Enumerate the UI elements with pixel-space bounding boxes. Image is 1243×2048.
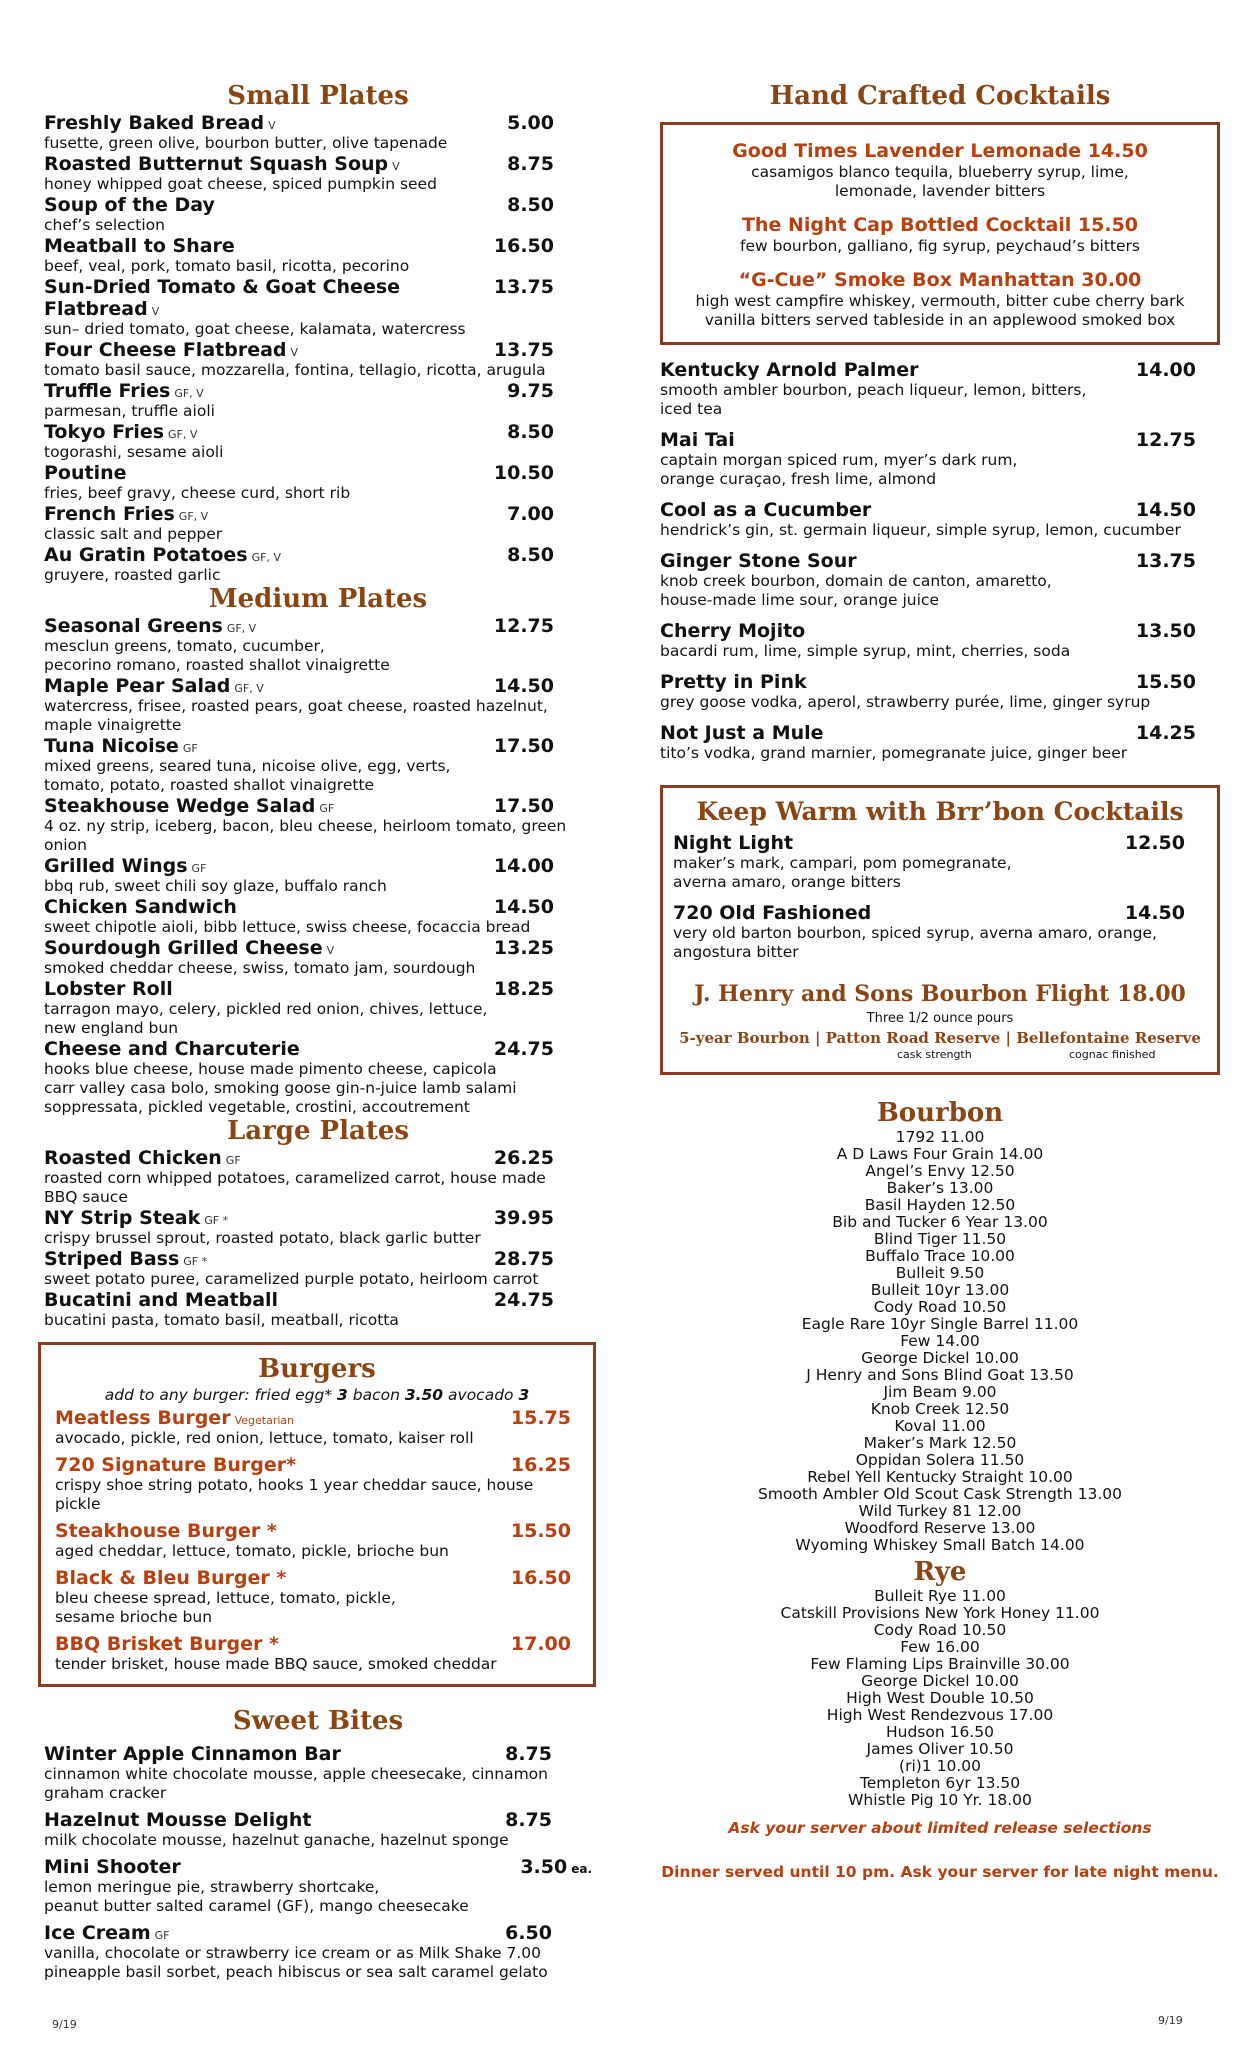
menu-item	[55, 1407, 579, 1448]
item-name: Steakhouse Burger *	[55, 1520, 277, 1542]
cocktail-item	[660, 671, 1196, 712]
item-price: 14.50	[1135, 499, 1196, 521]
dinner-note: Dinner served until 10 pm. Ask your server for late night menu.	[661, 1863, 1219, 1881]
bourbon-item: Oppidan Solera 11.50	[855, 1451, 1025, 1469]
menu-item	[44, 978, 592, 1038]
item-description: sun– dried tomato, goat cheese, kalamata, watercress	[44, 320, 466, 338]
item-description: bacardi rum, lime, simple syrup, mint, cherries, soda	[660, 642, 1071, 660]
item-price: 8.75	[505, 1743, 552, 1765]
item-price: 8.50	[507, 421, 554, 443]
item-description: milk chocolate mousse, hazelnut ganache, hazelnut sponge	[44, 1831, 509, 1849]
item-dietary-tag: V	[151, 305, 160, 318]
item-name: Chicken Sandwich	[44, 896, 237, 918]
item-name: Mai Tai	[660, 429, 735, 451]
menu-item	[44, 421, 592, 462]
item-description: fries, beef gravy, cheese curd, short rib	[44, 484, 351, 502]
item-name: Cherry Mojito	[660, 620, 806, 642]
addon-avocado-price: 3	[518, 1386, 530, 1404]
burgers-list	[55, 1407, 579, 1674]
item-dietary-tag: Vegetarian	[234, 1414, 295, 1427]
item-description: bleu cheese spread, lettuce, tomato, pickle, sesame brioche bun	[55, 1589, 396, 1626]
rye-item: (ri)1 10.00	[899, 1757, 981, 1775]
item-price: 18.25	[493, 978, 554, 1000]
footer-date-left: 9/19	[52, 2018, 77, 2031]
item-name: Grilled Wings	[44, 855, 188, 877]
rye-item: Hudson 16.50	[885, 1723, 994, 1741]
item-name: Bucatini and Meatball	[44, 1289, 279, 1311]
item-price: 12.75	[1135, 429, 1196, 451]
item-description: very old barton bourbon, spiced syrup, averna amaro, orange, angostura bitter	[673, 924, 1157, 961]
bourbon-item: Rebel Yell Kentucky Straight 10.00	[807, 1468, 1073, 1486]
item-dietary-tag: GF, V	[251, 551, 281, 564]
bourbon-list	[660, 1129, 1220, 1554]
rye-item: Bulleit Rye 11.00	[874, 1587, 1006, 1605]
brrbon-title: Keep Warm with Brr’bon Cocktails	[696, 797, 1184, 826]
item-dietary-tag: V	[268, 119, 276, 132]
item-name: Seasonal Greens	[44, 615, 223, 637]
item-name: Mini Shooter	[44, 1856, 181, 1878]
item-name: Lobster Roll	[44, 978, 173, 1000]
item-price: 12.75	[493, 615, 554, 637]
item-price: 24.75	[493, 1038, 554, 1060]
flight-title: J. Henry and Sons Bourbon Flight 18.00	[694, 981, 1186, 1007]
item-price: 15.75	[510, 1407, 571, 1429]
footer-date-right: 9/19	[1158, 2014, 1183, 2027]
menu-item	[44, 795, 592, 855]
bourbon-item: Buffalo Trace 10.00	[865, 1247, 1015, 1265]
item-description: gruyere, roasted garlic	[44, 566, 221, 584]
limited-release-note: Ask your server about limited release selections	[728, 1819, 1152, 1837]
rye-item: Few 16.00	[900, 1638, 980, 1656]
item-name: Cool as a Cucumber	[660, 499, 872, 521]
brrbon-list	[673, 832, 1207, 962]
item-description: parmesan, truffle aioli	[44, 402, 215, 420]
item-name: Winter Apple Cinnamon Bar	[44, 1743, 341, 1765]
cocktail-item	[673, 832, 1185, 892]
item-description: sweet potato puree, caramelized purple potato, heirloom carrot	[44, 1270, 539, 1288]
item-description: honey whipped goat cheese, spiced pumpkin seed	[44, 175, 437, 193]
featured-cocktails-box	[660, 122, 1220, 345]
menu-item	[44, 462, 592, 503]
item-price: 10.50	[493, 462, 554, 484]
menu-item	[44, 615, 592, 675]
menu-item	[44, 675, 592, 735]
bourbon-item: Cody Road 10.50	[873, 1298, 1007, 1316]
item-price: 17.50	[493, 735, 554, 757]
burger-addons	[55, 1385, 579, 1405]
item-description: togorashi, sesame aioli	[44, 443, 224, 461]
medium-plates-title: Medium Plates	[208, 584, 428, 614]
menu-item	[44, 380, 592, 421]
item-name: Sourdough Grilled Cheese	[44, 937, 323, 959]
item-description: lemon meringue pie, strawberry shortcake, peanut butter salted caramel (GF), mango cheesecake	[44, 1878, 469, 1915]
bourbon-item: Wild Turkey 81 12.00	[858, 1502, 1022, 1520]
menu-item	[44, 1289, 592, 1330]
item-name: 720 Signature Burger*	[55, 1454, 297, 1476]
item-price: 16.50	[510, 1567, 571, 1589]
item-description: watercress, frisee, roasted pears, goat cheese, roasted hazelnut, maple vinaigrette	[44, 697, 548, 734]
item-description: bbq rub, sweet chili soy glaze, buffalo ranch	[44, 877, 387, 895]
item-price: 3.50	[520, 1856, 568, 1878]
item-description: captain morgan spiced rum, myer’s dark rum, orange curaçao, fresh lime, almond	[660, 451, 1018, 488]
bourbon-item: Angel’s Envy 12.50	[865, 1162, 1015, 1180]
item-description: 4 oz. ny strip, iceberg, bacon, bleu cheese, heirloom tomato, green onion	[44, 817, 567, 854]
menu-item	[44, 855, 592, 896]
item-dietary-tag: GF	[225, 1154, 241, 1167]
item-price: 16.50	[493, 235, 554, 257]
item-description: hendrick’s gin, st. germain liqueur, simple syrup, lemon, cucumber	[660, 521, 1181, 539]
item-description: tomato basil sauce, mozzarella, fontina, tellagio, ricotta, arugula	[44, 361, 546, 379]
item-name: Roasted Butternut Squash Soup	[44, 153, 389, 175]
rye-item: Whistle Pig 10 Yr. 18.00	[848, 1791, 1032, 1809]
menu-item	[55, 1633, 579, 1674]
item-name: Pretty in Pink	[660, 671, 807, 693]
item-dietary-tag: GF	[319, 802, 335, 815]
addon-egg-price: 3	[337, 1386, 348, 1404]
menu-item	[44, 339, 592, 380]
item-price: 39.95	[493, 1207, 554, 1229]
item-description: hooks blue cheese, house made pimento cheese, capicola carr valley casa bolo, smoking goose gin-n-juice lamb salami soppressata, pickled vegetable, crostini, accoutrement	[44, 1060, 517, 1116]
bourbon-item: Smooth Ambler Old Scout Cask Strength 13.00	[757, 1485, 1122, 1503]
item-price: 13.75	[493, 276, 554, 298]
featured-cocktail-name: Good Times Lavender Lemonade 14.50	[732, 140, 1148, 162]
bourbon-item: Blind Tiger 11.50	[873, 1230, 1007, 1248]
item-description: aged cheddar, lettuce, tomato, pickle, brioche bun	[55, 1542, 449, 1560]
item-price: 13.25	[493, 937, 554, 959]
menu-item	[44, 1743, 592, 1803]
item-name: Black & Bleu Burger *	[55, 1567, 287, 1589]
item-name: Ice Cream	[44, 1922, 151, 1944]
item-dietary-tag: GF, V	[168, 428, 198, 441]
bourbon-item: Baker’s 13.00	[886, 1179, 994, 1197]
menu-item	[55, 1520, 579, 1561]
item-price: 7.00	[507, 503, 554, 525]
menu-item	[55, 1454, 579, 1514]
bourbon-item: Basil Hayden 12.50	[864, 1196, 1016, 1214]
item-description: tarragon mayo, celery, pickled red onion, chives, lettuce, new england bun	[44, 1000, 488, 1037]
item-description: mesclun greens, tomato, cucumber, pecorino romano, roasted shallot vinaigrette	[44, 637, 390, 674]
item-price: 28.75	[493, 1248, 554, 1270]
item-price: 13.75	[493, 339, 554, 361]
item-name: Striped Bass	[44, 1248, 180, 1270]
bourbon-item: J Henry and Sons Blind Goat 13.50	[806, 1366, 1074, 1384]
item-price: 6.50	[505, 1922, 552, 1944]
item-price: 9.75	[507, 380, 554, 402]
item-price: 26.25	[493, 1147, 554, 1169]
item-dietary-tag: GF, V	[234, 682, 264, 695]
bourbon-item: 1792 11.00	[895, 1128, 985, 1146]
item-description: smoked cheddar cheese, swiss, tomato jam, sourdough	[44, 959, 476, 977]
item-name: Kentucky Arnold Palmer	[660, 359, 919, 381]
item-price: 24.75	[493, 1289, 554, 1311]
item-description: roasted corn whipped potatoes, caramelized carrot, house made BBQ sauce	[44, 1169, 546, 1206]
item-price: 12.50	[1124, 832, 1185, 854]
item-dietary-tag: GF, V	[174, 387, 204, 400]
item-dietary-tag: GF *	[183, 1255, 208, 1268]
featured-cocktail	[673, 139, 1207, 201]
featured-cocktail-description: casamigos blanco tequila, blueberry syrup, lime, lemonade, lavender bitters	[751, 163, 1129, 200]
large-plates-list	[44, 1147, 592, 1330]
rye-item: High West Double 10.50	[846, 1689, 1034, 1707]
item-description: tito’s vodka, grand marnier, pomegranate juice, ginger beer	[660, 744, 1128, 762]
featured-cocktail-name: “G-Cue” Smoke Box Manhattan 30.00	[738, 269, 1142, 291]
item-dietary-tag: GF	[191, 862, 207, 875]
flight-line: 5-year Bourbon | Patton Road Reserve | Bellefontaine Reserve	[679, 1029, 1201, 1047]
right-column	[660, 80, 1220, 1881]
menu-item	[44, 112, 592, 153]
item-name: Steakhouse Wedge Salad	[44, 795, 316, 817]
rye-item: Catskill Provisions New York Honey 11.00	[780, 1604, 1100, 1622]
menu-item	[44, 194, 592, 235]
burgers-box	[38, 1342, 596, 1687]
item-price: 14.00	[493, 855, 554, 877]
item-name: Poutine	[44, 462, 127, 484]
item-price: 15.50	[1135, 671, 1196, 693]
cocktail-item	[660, 359, 1196, 419]
bourbon-item: Woodford Reserve 13.00	[844, 1519, 1036, 1537]
item-description: crispy brussel sprout, roasted potato, black garlic butter	[44, 1229, 481, 1247]
bourbon-item: Eagle Rare 10yr Single Barrel 11.00	[801, 1315, 1079, 1333]
item-description: tender brisket, house made BBQ sauce, smoked cheddar	[55, 1655, 497, 1673]
bourbon-item: Wyoming Whiskey Small Batch 14.00	[795, 1536, 1085, 1554]
item-description: knob creek bourbon, domain de canton, amaretto, house-made lime sour, orange juice	[660, 572, 1052, 609]
menu-item	[44, 276, 592, 339]
large-plates-title: Large Plates	[226, 1116, 410, 1146]
flight-subtitle: Three 1/2 ounce pours	[866, 1011, 1014, 1026]
item-price: 15.50	[510, 1520, 571, 1542]
item-description: cinnamon white chocolate mousse, apple cheesecake, cinnamon graham cracker	[44, 1765, 548, 1802]
item-description: grey goose vodka, aperol, strawberry purée, lime, ginger syrup	[660, 693, 1151, 711]
menu-item	[44, 735, 592, 795]
bourbon-item: Jim Beam 9.00	[883, 1383, 997, 1401]
menu-item	[44, 1922, 592, 1982]
item-price: 8.75	[505, 1809, 552, 1831]
cognac-finished-note: cognac finished	[1069, 1048, 1156, 1061]
menu-item	[44, 1248, 592, 1289]
item-name: French Fries	[44, 503, 175, 525]
item-price: 13.75	[1135, 550, 1196, 572]
featured-cocktail	[673, 268, 1207, 330]
item-name: Not Just a Mule	[660, 722, 824, 744]
menu-item	[44, 153, 592, 194]
item-price: 8.75	[507, 153, 554, 175]
menu-item	[44, 1038, 592, 1117]
item-name: Meatless Burger	[55, 1407, 231, 1429]
item-dietary-tag: V	[392, 160, 400, 173]
menu-item	[44, 1207, 592, 1248]
item-dietary-tag: GF, V	[226, 622, 257, 635]
brrbon-box	[660, 785, 1220, 1075]
cocktails-title: Hand Crafted Cocktails	[769, 81, 1111, 111]
item-description: beef, veal, pork, tomato basil, ricotta, pecorino	[44, 257, 410, 275]
item-description: fusette, green olive, bourbon butter, olive tapenade	[44, 134, 448, 152]
cocktail-item	[660, 722, 1196, 763]
bourbon-item: Bulleit 9.50	[895, 1264, 985, 1282]
featured-cocktail-name: The Night Cap Bottled Cocktail 15.50	[741, 214, 1139, 236]
addon-bacon-price: 3.50	[404, 1386, 444, 1404]
small-plates-title: Small Plates	[227, 81, 409, 111]
item-name: Freshly Baked Bread	[44, 112, 265, 134]
item-name: Hazelnut Mousse Delight	[44, 1809, 312, 1831]
addon-bacon-label: bacon	[347, 1386, 405, 1404]
item-price: 13.50	[1135, 620, 1196, 642]
item-description: mixed greens, seared tuna, nicoise olive, egg, verts, tomato, potato, roasted shallot vinaigrette	[44, 757, 451, 794]
item-name: Au Gratin Potatoes	[44, 544, 248, 566]
item-price: 14.00	[1135, 359, 1196, 381]
item-description: vanilla, chocolate or strawberry ice cream or as Milk Shake 7.00 pineapple basil sorbet, peach hibiscus or sea salt caramel gelato	[44, 1944, 548, 1981]
menu-item	[44, 235, 592, 276]
item-description: smooth ambler bourbon, peach liqueur, lemon, bitters, iced tea	[660, 381, 1087, 418]
featured-cocktail-description: high west campfire whiskey, vermouth, bitter cube cherry bark vanilla bitters served tableside in an applewood smoked box	[695, 292, 1185, 329]
item-name: Sun-Dried Tomato & Goat Cheese Flatbread	[44, 276, 401, 320]
bourbon-item: Few 14.00	[900, 1332, 980, 1350]
featured-cocktail	[673, 213, 1207, 256]
addon-avocado-label: avocado	[443, 1386, 519, 1404]
item-name: Maple Pear Salad	[44, 675, 231, 697]
rye-item: High West Rendezvous 17.00	[826, 1706, 1054, 1724]
item-price: 14.50	[493, 896, 554, 918]
menu-item	[44, 1147, 592, 1207]
item-name: BBQ Brisket Burger *	[55, 1633, 279, 1655]
item-name: 720 Old Fashioned	[673, 902, 872, 924]
item-name: Roasted Chicken	[44, 1147, 222, 1169]
item-name: Tuna Nicoise	[44, 735, 179, 757]
burgers-title: Burgers	[258, 1354, 376, 1384]
item-dietary-tag: GF, V	[178, 510, 209, 523]
bourbon-item: Bib and Tucker 6 Year 13.00	[832, 1213, 1048, 1231]
addon-prefix: add to any burger: fried egg*	[104, 1386, 338, 1404]
item-description: avocado, pickle, red onion, lettuce, tomato, kaiser roll	[55, 1429, 474, 1447]
cocktail-item	[673, 902, 1185, 962]
small-plates-list	[44, 112, 592, 585]
item-name: Truffle Fries	[44, 380, 171, 402]
item-description: classic salt and pepper	[44, 525, 223, 543]
item-price: 14.25	[1135, 722, 1196, 744]
item-name: NY Strip Steak	[44, 1207, 201, 1229]
bourbon-item: Maker’s Mark 12.50	[863, 1434, 1017, 1452]
item-name: Meatball to Share	[44, 235, 235, 257]
rye-title: Rye	[913, 1557, 967, 1587]
bourbon-title: Bourbon	[876, 1098, 1004, 1128]
left-column	[44, 80, 592, 1982]
menu-item	[44, 1809, 592, 1850]
cocktail-item	[660, 550, 1196, 610]
item-dietary-tag: V	[326, 944, 335, 957]
menu-item	[44, 896, 592, 937]
item-name: Night Light	[673, 832, 794, 854]
item-description: chef’s selection	[44, 216, 165, 234]
menu-item	[44, 544, 592, 585]
item-price: 14.50	[1124, 902, 1185, 924]
bourbon-item: George Dickel 10.00	[861, 1349, 1019, 1367]
flight-notes	[673, 1048, 1207, 1062]
item-dietary-tag: GF	[154, 1929, 170, 1942]
item-description: crispy shoe string potato, hooks 1 year cheddar sauce, house pickle	[55, 1476, 534, 1513]
sweet-bites-list	[44, 1743, 592, 1982]
item-dietary-tag: V	[290, 346, 299, 359]
bourbon-item: A D Laws Four Grain 14.00	[836, 1145, 1044, 1163]
cask-strength-note: cask strength	[897, 1048, 972, 1061]
item-description: maker’s mark, campari, pom pomegranate, averna amaro, orange bitters	[673, 854, 1012, 891]
rye-list	[660, 1588, 1220, 1809]
featured-cocktails-list	[673, 139, 1207, 330]
cocktail-item	[660, 499, 1196, 540]
cocktail-item	[660, 620, 1196, 661]
bourbon-item: Koval 11.00	[894, 1417, 986, 1435]
cocktail-item	[660, 429, 1196, 489]
item-price: 17.00	[510, 1633, 571, 1655]
rye-item: Templeton 6yr 13.50	[859, 1774, 1021, 1792]
item-price: 14.50	[493, 675, 554, 697]
rye-item: Few Flaming Lips Brainville 30.00	[810, 1655, 1070, 1673]
sweet-bites-title: Sweet Bites	[232, 1706, 404, 1736]
item-dietary-tag: GF	[182, 742, 198, 755]
item-name: Cheese and Charcuterie	[44, 1038, 300, 1060]
item-price: 16.25	[510, 1454, 571, 1476]
rye-item: Cody Road 10.50	[873, 1621, 1007, 1639]
item-dietary-tag: GF *	[204, 1214, 229, 1227]
item-name: Ginger Stone Sour	[660, 550, 857, 572]
item-price: 8.50	[507, 544, 554, 566]
featured-cocktail-description: few bourbon, galliano, fig syrup, peychaud’s bitters	[740, 237, 1140, 255]
rye-item: James Oliver 10.50	[866, 1740, 1014, 1758]
medium-plates-list	[44, 615, 592, 1117]
item-name: Four Cheese Flatbread	[44, 339, 287, 361]
item-description: bucatini pasta, tomato basil, meatball, ricotta	[44, 1311, 399, 1329]
menu-item	[44, 1856, 592, 1916]
item-price: 8.50	[507, 194, 554, 216]
item-price-suffix: ea.	[571, 1862, 592, 1876]
cocktails-list	[660, 359, 1220, 763]
item-name: Tokyo Fries	[44, 421, 165, 443]
item-description: sweet chipotle aioli, bibb lettuce, swiss cheese, focaccia bread	[44, 918, 531, 936]
menu-item	[55, 1567, 579, 1627]
menu-item	[44, 503, 592, 544]
bourbon-item: Bulleit 10yr 13.00	[870, 1281, 1010, 1299]
item-name: Soup of the Day	[44, 194, 215, 216]
rye-item: George Dickel 10.00	[861, 1672, 1019, 1690]
item-price: 5.00	[507, 112, 554, 134]
bourbon-item: Knob Creek 12.50	[870, 1400, 1010, 1418]
item-price: 17.50	[493, 795, 554, 817]
menu-item	[44, 937, 592, 978]
